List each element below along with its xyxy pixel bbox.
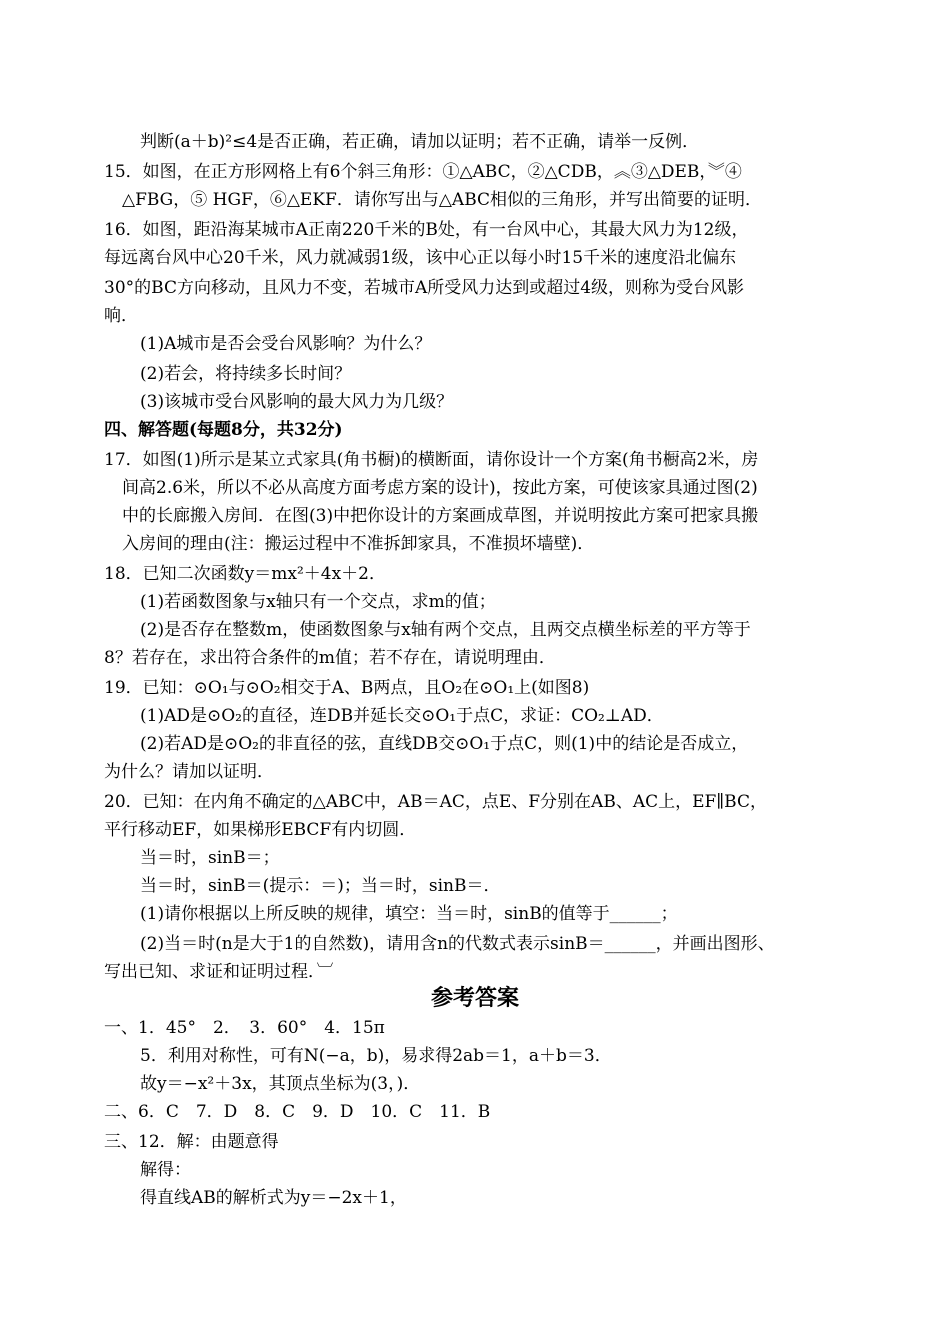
answer-line: 解得： [140,1160,191,1180]
sub-question: (1)AD是⊙O₂的直径，连DB并延长交⊙O₁于点C，求证：CO₂⊥AD． [140,706,664,726]
sub-question: (1)请你根据以上所反映的规律，填空：当＝时，sinB的值等于______； [140,904,678,924]
text-line: 响． [104,306,138,326]
text-line: 写出已知、求证和证明过程．︺ [104,962,334,982]
text-line: 30°的BC方向移动，且风力不变，若城市A所受风力达到或超过4级，则称为受台风影 [104,278,745,298]
answer-line: 得直线AB的解析式为y＝−2x＋1， [140,1188,407,1208]
sub-question: (2)当＝时(n是大于1的自然数)，请用含n的代数式表示sinB＝______，并画出图形、 [140,934,775,954]
section-heading: 四、解答题(每题8分，共32分) [104,420,343,440]
answer-line: 故y＝−x²＋3x，其顶点坐标为(3，)． [140,1074,421,1094]
answer-line: 二、6．C 7．D 8．C 9．D 10．C 11．B [104,1102,491,1122]
text-line: 为什么？请加以证明． [104,762,274,782]
question-18: 18．已知二次函数y＝mx²＋4x＋2． [104,564,386,584]
answer-line: 5．利用对称性，可有N(−a，b)，易求得2ab＝1，a＋b＝3． [140,1046,612,1066]
sub-question: (1)若函数图象与x轴只有一个交点，求m的值； [140,592,496,612]
text-line: 入房间的理由(注：搬运过程中不准拆卸家具，不准损坏墙壁)． [122,534,595,554]
sub-question: (2)若AD是⊙O₂的非直径的弦，直线DB交⊙O₁于点C，则(1)中的结论是否成立， [140,734,749,754]
question-15: 15．如图，在正方形网格上有6个斜三角形：①△ABC，②△CDB，︽③△DEB，︾④ [104,162,742,182]
text-line: 间高2.6米，所以不必从高度方面考虑方案的设计)，按此方案，可使该家具通过图(2) [122,478,758,498]
text-line: △FBG，⑤ HGF，⑥△EKF．请你写出与△ABC相似的三角形，并写出简要的证明． [122,190,763,210]
question-17: 17．如图(1)所示是某立式家具(角书橱)的横断面，请你设计一个方案(角书橱高2米，房 [104,450,759,470]
question-16: 16．如图，距沿海某城市A正南220千米的B处，有一台风中心，其最大风力为12级， [104,220,749,240]
text-line: 当＝时，sinB＝； [140,848,280,868]
answer-line: 三、12．解：由题意得 [104,1132,279,1152]
answer-title: 参考答案 [430,986,519,1011]
sub-question: (2)是否存在整数m，使函数图象与x轴有两个交点，且两交点横坐标差的平方等于 [140,620,751,640]
text-line: 平行移动EF，如果梯形EBCF有内切圆． [104,820,417,840]
question-20: 20．已知：在内角不确定的△ABC中，AB＝AC，点E、F分别在AB、AC上，EF∥BC， [104,792,767,812]
sub-question: (2)若会，将持续多长时间？ [140,364,352,384]
text-line: 判断(a＋b)²≤4是否正确，若正确，请加以证明；若不正确，请举一反例． [140,132,700,152]
sub-question: (3)该城市受台风影响的最大风力为几级？ [140,392,454,412]
text-line: 8？若存在，求出符合条件的m值；若不存在，请说明理由． [104,648,556,668]
text-line: 中的长廊搬入房间．在图(3)中把你设计的方案画成草图，并说明按此方案可把家具搬 [122,506,759,526]
text-line: 每远离台风中心20千米，风力就减弱1级，该中心正以每小时15千米的速度沿北偏东 [104,248,737,268]
question-19: 19．已知：⊙O₁与⊙O₂相交于A、B两点，且O₂在⊙O₁上(如图8) [104,678,590,698]
text-line: 当＝时，sinB＝(提示：＝)；当＝时，sinB＝． [140,876,501,896]
sub-question: (1)A城市是否会受台风影响？为什么？ [140,334,432,354]
answer-line: 一、1．45° 2． 3．60° 4．15π [104,1018,385,1038]
